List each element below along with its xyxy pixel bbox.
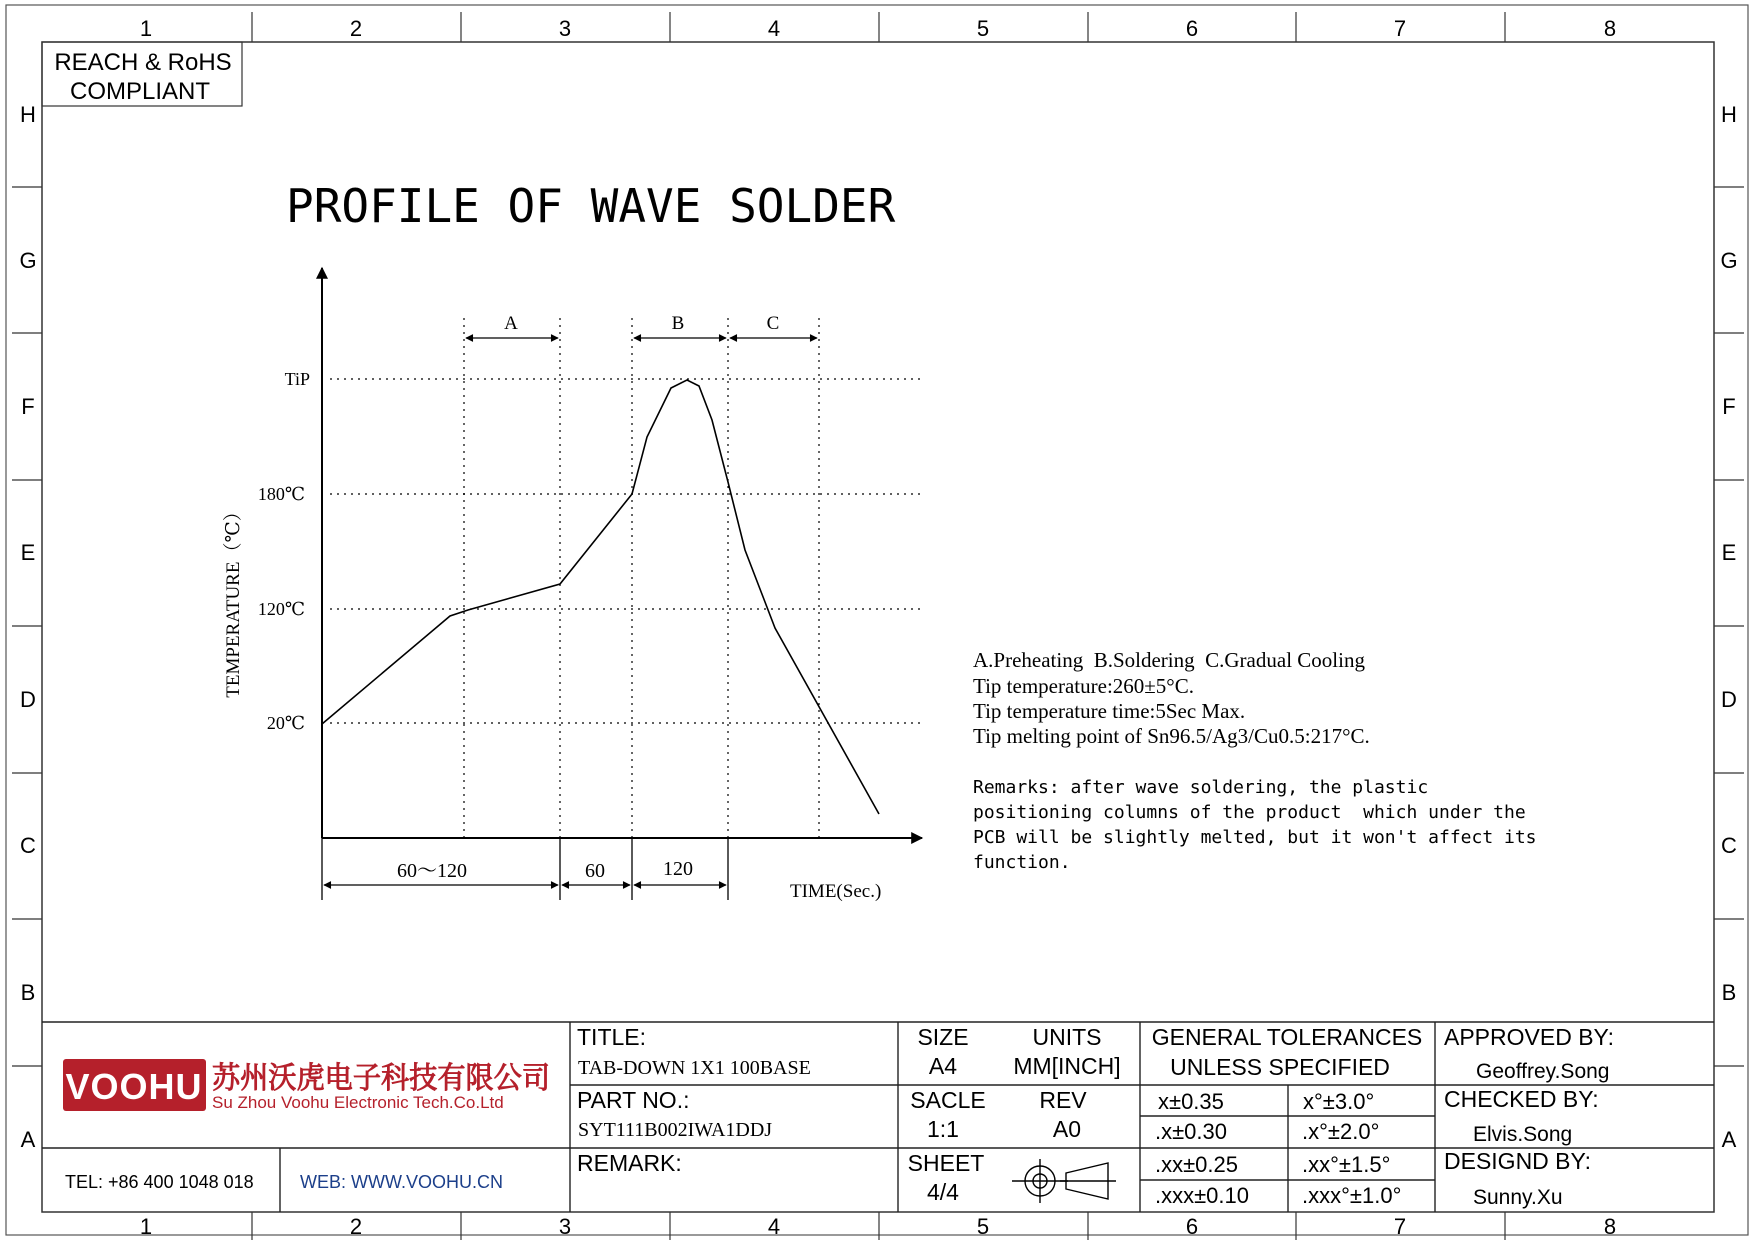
- row-label: A: [20, 1127, 36, 1152]
- col-label: 1: [139, 1214, 153, 1239]
- y-tick-label: TiP: [284, 369, 310, 389]
- row-label: B: [20, 980, 36, 1005]
- row-label: F: [1722, 394, 1736, 419]
- size-label: SIZE: [917, 1024, 969, 1050]
- part-number-value: SYT111B002IWA1DDJ: [578, 1119, 773, 1141]
- sheet-value: 4/4: [927, 1179, 959, 1205]
- notes-legend: A.Preheating B.Soldering C.Gradual Cooling: [973, 648, 1365, 672]
- col-label: 6: [1185, 16, 1199, 41]
- row-dividers: [12, 187, 1744, 1066]
- row-label: C: [1721, 833, 1737, 858]
- tolerance-linear: .xx±0.25: [1155, 1152, 1239, 1177]
- time-seg2-label: 60: [585, 860, 605, 882]
- col-label: 7: [1393, 16, 1407, 41]
- row-label: D: [1721, 687, 1737, 712]
- col-label: 3: [558, 1214, 572, 1239]
- compliance-line1: REACH & RoHS: [54, 49, 232, 76]
- notes-melting-point: Tip melting point of Sn96.5/Ag3/Cu0.5:217°C.: [973, 724, 1370, 748]
- col-label: 5: [976, 16, 990, 41]
- contact-web: WEB: WWW.VOOHU.CN: [300, 1172, 503, 1192]
- notes-tip-time: Tip temperature time:5Sec Max.: [973, 699, 1246, 723]
- row-label: G: [19, 248, 37, 273]
- y-tick-label: 20℃: [266, 713, 305, 733]
- checked-by-label: CHECKED BY:: [1444, 1086, 1599, 1112]
- col-label: 2: [349, 16, 363, 41]
- col-label: 6: [1185, 1214, 1199, 1239]
- chart-gridlines: [330, 318, 925, 838]
- scale-label: SACLE: [910, 1087, 986, 1113]
- approved-by-value: Geoffrey.Song: [1476, 1060, 1610, 1083]
- sheet-label: SHEET: [907, 1150, 985, 1176]
- tolerance-angular: .x°±2.0°: [1302, 1119, 1380, 1144]
- column-labels-top: [140, 16, 1616, 41]
- row-label: H: [20, 102, 36, 127]
- remarks-line: Remarks: after wave soldering, the plastic: [973, 777, 1429, 798]
- col-label: 2: [349, 1214, 363, 1239]
- row-label: G: [1720, 248, 1738, 273]
- y-tick-label: 120℃: [257, 599, 305, 619]
- projection-symbol-icon: [1012, 1159, 1116, 1203]
- company-name-cn: 苏州沃虎电子科技有限公司: [212, 1062, 572, 1095]
- zone-a-label: A: [504, 313, 518, 334]
- designed-by-value: Sunny.Xu: [1473, 1186, 1563, 1209]
- row-label: C: [20, 833, 36, 858]
- col-label: 5: [976, 1214, 990, 1239]
- col-label: 7: [1393, 1214, 1407, 1239]
- row-label: B: [1721, 980, 1737, 1005]
- title-value: TAB-DOWN 1X1 100BASE: [578, 1057, 811, 1079]
- tolerance-linear: .x±0.30: [1155, 1119, 1228, 1144]
- units-label: UNITS: [1032, 1024, 1102, 1050]
- units-value: MM[INCH]: [1013, 1053, 1121, 1079]
- remarks: [973, 777, 1537, 873]
- row-label: A: [1721, 1127, 1737, 1152]
- row-label: E: [1721, 540, 1737, 565]
- row-label: F: [21, 394, 35, 419]
- checked-by-value: Elvis.Song: [1473, 1123, 1573, 1146]
- notes-tip-temp: Tip temperature:260±5°C.: [973, 674, 1194, 698]
- time-seg1-label: 60～120: [397, 860, 467, 882]
- tolerance-linear: .xxx±0.10: [1155, 1183, 1250, 1208]
- tolerance-angular: .xx°±1.5°: [1302, 1152, 1391, 1177]
- y-tick-label: 180℃: [257, 484, 305, 504]
- col-label: 1: [139, 16, 153, 41]
- remarks-line: positioning columns of the product which under the: [973, 802, 1526, 823]
- row-labels-left: [19, 102, 36, 1152]
- contact-tel: TEL: +86 400 1048 018: [65, 1172, 254, 1192]
- temperature-profile-line: [322, 380, 879, 814]
- col-label: 3: [558, 16, 572, 41]
- rev-value: A0: [1052, 1116, 1082, 1142]
- row-label: E: [20, 540, 36, 565]
- tolerance-angular: x°±3.0°: [1303, 1089, 1375, 1114]
- y-axis-title: TEMPERATURE（℃）: [223, 502, 244, 698]
- col-label: 4: [767, 1214, 781, 1239]
- process-notes: [973, 648, 1370, 748]
- remarks-line: function.: [973, 852, 1071, 873]
- scale-value: 1:1: [927, 1116, 959, 1142]
- row-label: D: [20, 687, 36, 712]
- zone-c-label: C: [766, 313, 780, 334]
- title-label: TITLE:: [577, 1024, 647, 1050]
- logo-text: VOOHU: [65, 1066, 203, 1107]
- x-axis-title: TIME(Sec.): [790, 881, 882, 902]
- remark-label: REMARK:: [577, 1150, 682, 1176]
- row-label: H: [1721, 102, 1737, 127]
- col-label: 8: [1603, 16, 1617, 41]
- tolerance-title-2: UNLESS SPECIFIED: [1170, 1054, 1390, 1080]
- col-label: 8: [1603, 1214, 1617, 1239]
- designed-by-label: DESIGND BY:: [1444, 1148, 1591, 1174]
- rev-label: REV: [1039, 1087, 1087, 1113]
- zone-b-label: B: [671, 313, 685, 334]
- drawing-title: PROFILE OF WAVE SOLDER: [286, 179, 896, 233]
- title-block: [42, 1022, 1714, 1212]
- row-labels-right: [1720, 102, 1737, 1152]
- solder-profile-chart: [222, 268, 925, 902]
- tolerance-linear: x±0.35: [1158, 1089, 1224, 1114]
- company-name-en: Su Zhou Voohu Electronic Tech.Co.Ltd: [212, 1093, 504, 1112]
- remarks-line: PCB will be slightly melted, but it won't affect its: [973, 827, 1537, 848]
- compliance-line2: COMPLIANT: [69, 78, 211, 105]
- tolerance-title-1: GENERAL TOLERANCES: [1151, 1024, 1423, 1050]
- time-seg3-label: 120: [663, 858, 693, 880]
- approved-by-label: APPROVED BY:: [1444, 1024, 1615, 1050]
- tolerance-angular: .xxx°±1.0°: [1302, 1183, 1402, 1208]
- col-label: 4: [767, 16, 781, 41]
- size-value: A4: [928, 1053, 958, 1079]
- part-number-label: PART NO.:: [577, 1087, 690, 1113]
